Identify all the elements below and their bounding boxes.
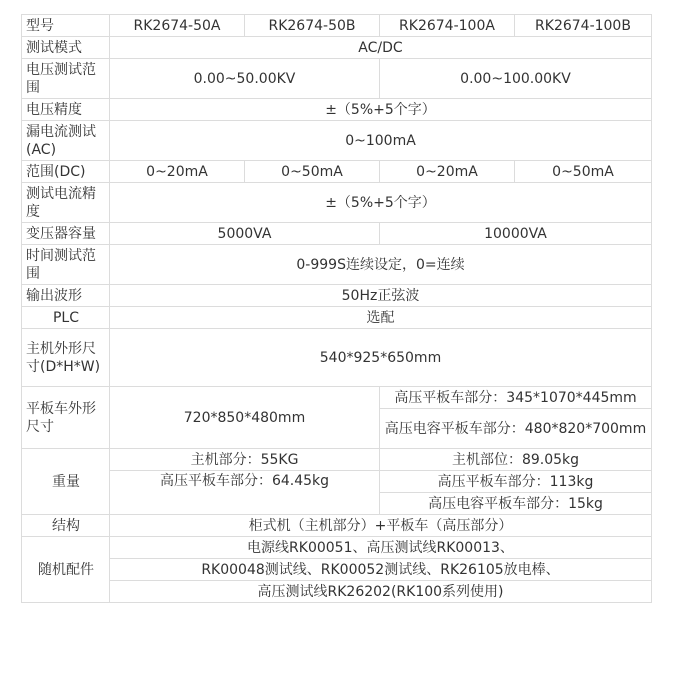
label-voltage-range: 电压测试范围	[22, 59, 110, 99]
value-waveform: 50Hz正弦波	[110, 285, 652, 307]
value-accessories-line-3: 高压测试线RK26202(RK100系列使用)	[110, 581, 652, 603]
label-current-accuracy: 测试电流精度	[22, 183, 110, 223]
value-cart-size-50: 720*850*480mm	[110, 387, 380, 449]
value-voltage-range-100: 0.00~100.00KV	[380, 59, 652, 99]
label-weight: 重量	[22, 449, 110, 515]
row-weight-cart	[22, 471, 652, 493]
value-weight-cart-100: 高压平板车部分：113kg	[380, 471, 652, 493]
value-current-accuracy: ±（5%+5个字）	[110, 183, 652, 223]
value-accessories-line-2: RK00048测试线、RK00052测试线、RK26105放电棒、	[110, 559, 652, 581]
value-weight-cart-50: 高压平板车部分：64.45kg	[110, 471, 380, 515]
label-plc: PLC	[22, 307, 110, 329]
label-host-size: 主机外形尺寸(D*H*W)	[22, 329, 110, 387]
value-plc: 选配	[110, 307, 652, 329]
row-transformer	[22, 223, 652, 245]
row-weight-host	[22, 449, 652, 471]
value-weight-host-100: 主机部位：89.05kg	[380, 449, 652, 471]
model-col-2: RK2674-50B	[245, 15, 380, 37]
row-range-dc	[22, 161, 652, 183]
row-accessories-2	[22, 559, 652, 581]
value-transformer-50: 5000VA	[110, 223, 380, 245]
value-time-range: 0-999S连续设定，0=连续	[110, 245, 652, 285]
row-structure	[22, 515, 652, 537]
model-col-4: RK2674-100B	[515, 15, 652, 37]
row-accessories-3	[22, 581, 652, 603]
row-test-mode	[22, 37, 652, 59]
row-accessories-1	[22, 537, 652, 559]
row-current-accuracy	[22, 183, 652, 223]
label-test-mode: 测试模式	[22, 37, 110, 59]
value-transformer-100: 10000VA	[380, 223, 652, 245]
row-voltage-range	[22, 59, 652, 99]
label-accessories: 随机配件	[22, 537, 110, 603]
label-time-range: 时间测试范围	[22, 245, 110, 285]
value-range-dc-4: 0~50mA	[515, 161, 652, 183]
label-leak-ac: 漏电流测试(AC)	[22, 121, 110, 161]
value-test-mode: AC/DC	[110, 37, 652, 59]
value-host-size: 540*925*650mm	[110, 329, 652, 387]
value-cart-size-100-hv: 高压平板车部分：345*1070*445mm	[380, 387, 652, 409]
label-transformer: 变压器容量	[22, 223, 110, 245]
value-weight-host-50: 主机部分：55KG	[110, 449, 380, 471]
value-leak-ac: 0~100mA	[110, 121, 652, 161]
value-voltage-range-50: 0.00~50.00KV	[110, 59, 380, 99]
label-range-dc: 范围(DC)	[22, 161, 110, 183]
row-voltage-accuracy	[22, 99, 652, 121]
value-range-dc-1: 0~20mA	[110, 161, 245, 183]
model-col-3: RK2674-100A	[380, 15, 515, 37]
row-model	[22, 15, 652, 37]
row-cart-size	[22, 387, 652, 409]
row-time-range	[22, 245, 652, 285]
label-model: 型号	[22, 15, 110, 37]
value-range-dc-3: 0~20mA	[380, 161, 515, 183]
label-waveform: 输出波形	[22, 285, 110, 307]
row-plc	[22, 307, 652, 329]
label-voltage-accuracy: 电压精度	[22, 99, 110, 121]
spec-table	[21, 14, 652, 603]
label-cart-size: 平板车外形尺寸	[22, 387, 110, 449]
model-col-1: RK2674-50A	[110, 15, 245, 37]
label-structure: 结构	[22, 515, 110, 537]
value-weight-cap-100: 高压电容平板车部分：15kg	[380, 493, 652, 515]
value-range-dc-2: 0~50mA	[245, 161, 380, 183]
value-structure: 柜式机（主机部分）+平板车（高压部分）	[110, 515, 652, 537]
row-host-size	[22, 329, 652, 387]
value-accessories-line-1: 电源线RK00051、高压测试线RK00013、	[110, 537, 652, 559]
value-voltage-accuracy: ±（5%+5个字）	[110, 99, 652, 121]
row-waveform	[22, 285, 652, 307]
value-cart-size-100-cap: 高压电容平板车部分：480*820*700mm	[380, 409, 652, 449]
row-leak-ac	[22, 121, 652, 161]
